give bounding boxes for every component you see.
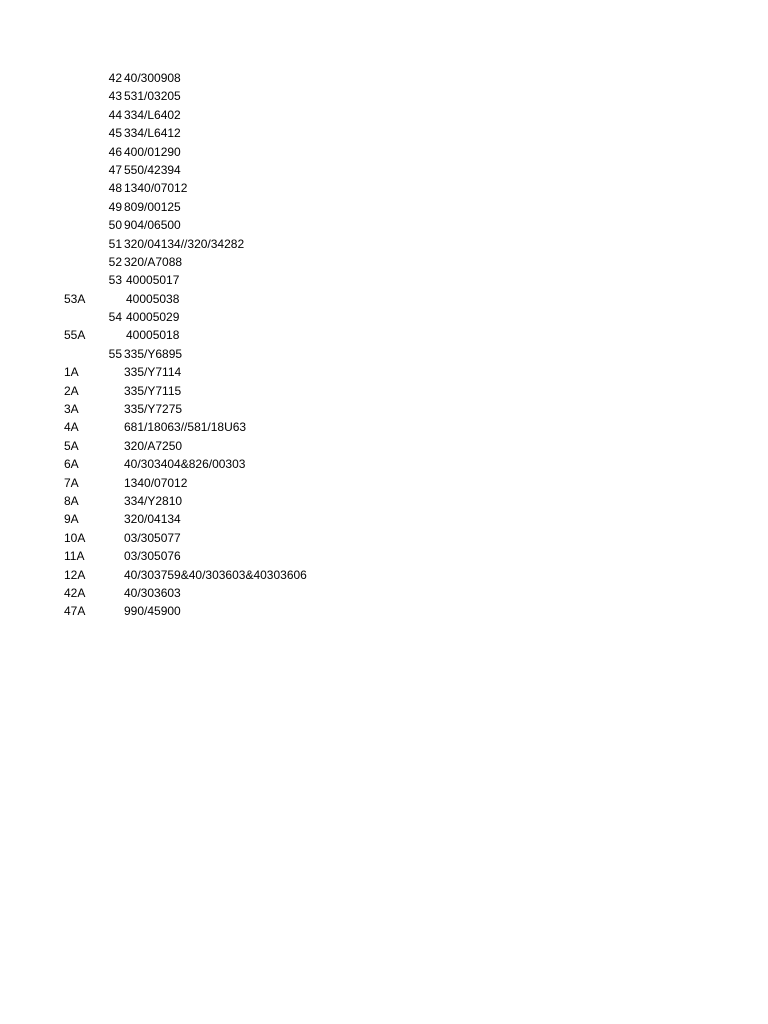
table-row: [0, 566, 768, 584]
table-row: [0, 602, 768, 620]
part-number-cell[interactable]: 40005038: [126, 291, 180, 306]
row-id-cell[interactable]: 50: [108, 218, 122, 233]
part-number-cell[interactable]: 40005018: [126, 328, 180, 343]
table-row: [0, 69, 768, 87]
table-row: [0, 455, 768, 473]
part-number-cell[interactable]: 809/00125: [124, 199, 181, 214]
row-id-cell[interactable]: 45: [108, 126, 122, 141]
table-row: [0, 216, 768, 234]
row-id-cell[interactable]: 47: [108, 162, 122, 177]
part-number-cell[interactable]: 400/01290: [124, 144, 181, 159]
row-id-cell[interactable]: 44: [108, 107, 122, 122]
table-row: [0, 87, 768, 105]
part-number-cell[interactable]: 335/Y6895: [124, 346, 183, 361]
table-row: [0, 382, 768, 400]
table-row: [0, 143, 768, 161]
row-id-cell[interactable]: 9A: [64, 512, 79, 527]
part-number-cell[interactable]: 40005017: [126, 273, 180, 288]
table-row: [0, 235, 768, 253]
part-number-cell[interactable]: 531/03205: [124, 89, 181, 104]
part-number-cell[interactable]: 990/45900: [124, 604, 181, 619]
row-id-cell[interactable]: 52: [108, 254, 122, 269]
part-number-cell[interactable]: 320/A7250: [124, 438, 183, 453]
table-row: [0, 161, 768, 179]
row-id-cell[interactable]: 42A: [64, 585, 86, 600]
table-row: [0, 271, 768, 289]
row-id-cell[interactable]: 46: [108, 144, 122, 159]
row-id-cell[interactable]: 5A: [64, 438, 79, 453]
part-number-cell[interactable]: 03/305077: [124, 530, 181, 545]
row-id-cell[interactable]: 4A: [64, 420, 79, 435]
row-id-cell[interactable]: 3A: [64, 402, 79, 417]
table-row: [0, 492, 768, 510]
table-row: [0, 584, 768, 602]
table-row: [0, 547, 768, 565]
table-row: [0, 418, 768, 436]
row-id-cell[interactable]: 42: [108, 71, 122, 85]
table-row: [0, 308, 768, 326]
part-number-cell[interactable]: 40/300908: [124, 71, 181, 85]
part-number-cell[interactable]: 334/L6412: [124, 126, 181, 141]
part-number-cell[interactable]: 335/Y7114: [124, 365, 182, 380]
row-id-cell[interactable]: 55: [108, 346, 122, 361]
table-row: [0, 253, 768, 271]
table-row: [0, 124, 768, 142]
row-id-cell[interactable]: 48: [108, 181, 122, 196]
row-id-cell[interactable]: 53: [108, 273, 122, 288]
part-number-cell[interactable]: 320/04134: [124, 512, 181, 527]
row-id-cell[interactable]: 47A: [64, 604, 86, 619]
part-number-cell[interactable]: 681/18063//581/18U63: [124, 420, 247, 435]
table-row: [0, 474, 768, 492]
part-number-cell[interactable]: 1340/07012: [124, 475, 188, 490]
row-id-cell[interactable]: 51: [108, 236, 122, 251]
row-id-cell[interactable]: 7A: [64, 475, 79, 490]
part-number-cell[interactable]: 40005029: [126, 310, 180, 325]
row-id-cell[interactable]: 8A: [64, 493, 79, 508]
row-id-cell[interactable]: 1A: [64, 365, 79, 380]
row-id-cell[interactable]: 55A: [64, 328, 86, 343]
row-id-cell[interactable]: 12A: [64, 567, 86, 582]
table-row: [0, 437, 768, 455]
table-row: [0, 345, 768, 363]
part-number-cell[interactable]: 1340/07012: [124, 181, 188, 196]
row-id-cell[interactable]: 10A: [64, 530, 86, 545]
part-number-cell[interactable]: 904/06500: [124, 218, 181, 233]
part-number-cell[interactable]: 320/A7088: [124, 254, 183, 269]
table-row: [0, 179, 768, 197]
part-number-cell[interactable]: 40/303759&40/303603&40303606: [124, 567, 307, 582]
part-number-cell[interactable]: 03/305076: [124, 549, 181, 564]
row-id-cell[interactable]: 11A: [64, 549, 85, 564]
table-row: [0, 106, 768, 124]
part-number-cell[interactable]: 334/Y2810: [124, 493, 183, 508]
table-row: [0, 363, 768, 381]
part-number-cell[interactable]: 40/303404&826/00303: [124, 457, 246, 472]
table-row: [0, 290, 768, 308]
row-id-cell[interactable]: 6A: [64, 457, 79, 472]
row-id-cell[interactable]: 53A: [64, 291, 86, 306]
spreadsheet-page: [0, 69, 768, 621]
table-row: [0, 326, 768, 344]
table-row: [0, 510, 768, 528]
part-number-cell[interactable]: 320/04134//320/34282: [124, 236, 245, 251]
row-id-cell[interactable]: 54: [108, 310, 122, 325]
row-id-cell[interactable]: 43: [108, 89, 122, 104]
part-number-cell[interactable]: 40/303603: [124, 585, 181, 600]
table-row: [0, 400, 768, 418]
row-id-cell[interactable]: 2A: [64, 383, 79, 398]
table-row: [0, 198, 768, 216]
table-row: [0, 529, 768, 547]
part-number-cell[interactable]: 335/Y7115: [124, 383, 182, 398]
row-id-cell[interactable]: 49: [108, 199, 122, 214]
part-number-cell[interactable]: 335/Y7275: [124, 402, 183, 417]
part-number-cell[interactable]: 334/L6402: [124, 107, 181, 122]
part-number-cell[interactable]: 550/42394: [124, 162, 181, 177]
